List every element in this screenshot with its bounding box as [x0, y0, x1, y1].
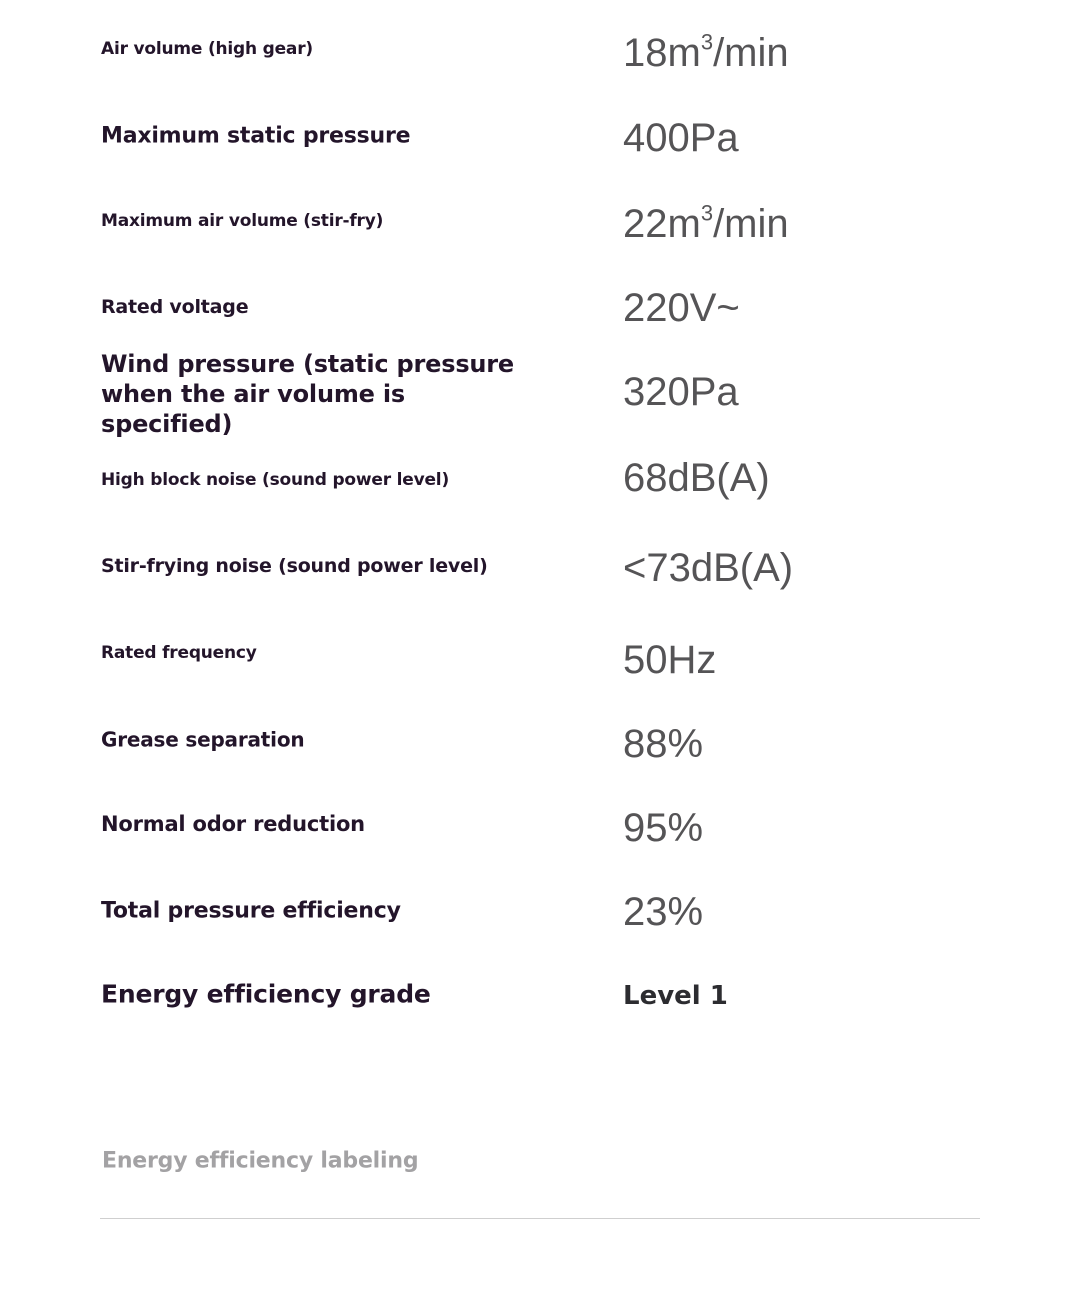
spec-value: 400Pa	[623, 116, 739, 160]
spec-value: 68dB(A)	[623, 456, 770, 500]
energy-efficiency-labeling-heading: Energy efficiency labeling	[102, 1148, 419, 1174]
section-divider	[100, 1218, 980, 1219]
spec-label: Air volume (high gear)	[101, 39, 313, 60]
spec-value-main: 18m	[623, 31, 701, 75]
spec-value	[623, 200, 789, 246]
spec-value-suffix: /min	[713, 202, 789, 246]
spec-label: Wind pressure (static pressure when the air volume is specified)	[101, 350, 515, 438]
spec-value: 23%	[623, 890, 704, 934]
spec-label: Rated voltage	[101, 296, 249, 319]
spec-label: Normal odor reduction	[101, 811, 365, 836]
spec-value-superscript: 3	[700, 200, 714, 226]
spec-value-suffix: /min	[713, 31, 789, 75]
spec-value-main: 22m	[623, 202, 701, 246]
spec-label: High block noise (sound power level)	[101, 470, 450, 491]
spec-label: Stir-frying noise (sound power level)	[101, 555, 488, 578]
spec-label: Grease separation	[101, 727, 305, 752]
spec-label: Maximum air volume (stir-fry)	[101, 211, 384, 232]
spec-value: Level 1	[623, 981, 728, 1011]
spec-value	[623, 29, 789, 75]
spec-label: Energy efficiency grade	[101, 979, 431, 1009]
spec-value-superscript: 3	[700, 29, 714, 55]
spec-value: 95%	[623, 806, 704, 850]
spec-label: Rated frequency	[101, 643, 257, 664]
spec-value: 320Pa	[623, 370, 739, 414]
spec-label: Maximum static pressure	[101, 123, 411, 149]
spec-label: Total pressure efficiency	[101, 898, 401, 924]
spec-value: 50Hz	[623, 638, 717, 682]
spec-value: <73dB(A)	[623, 546, 794, 590]
spec-value: 88%	[623, 722, 704, 766]
spec-value: 220V~	[623, 286, 740, 330]
